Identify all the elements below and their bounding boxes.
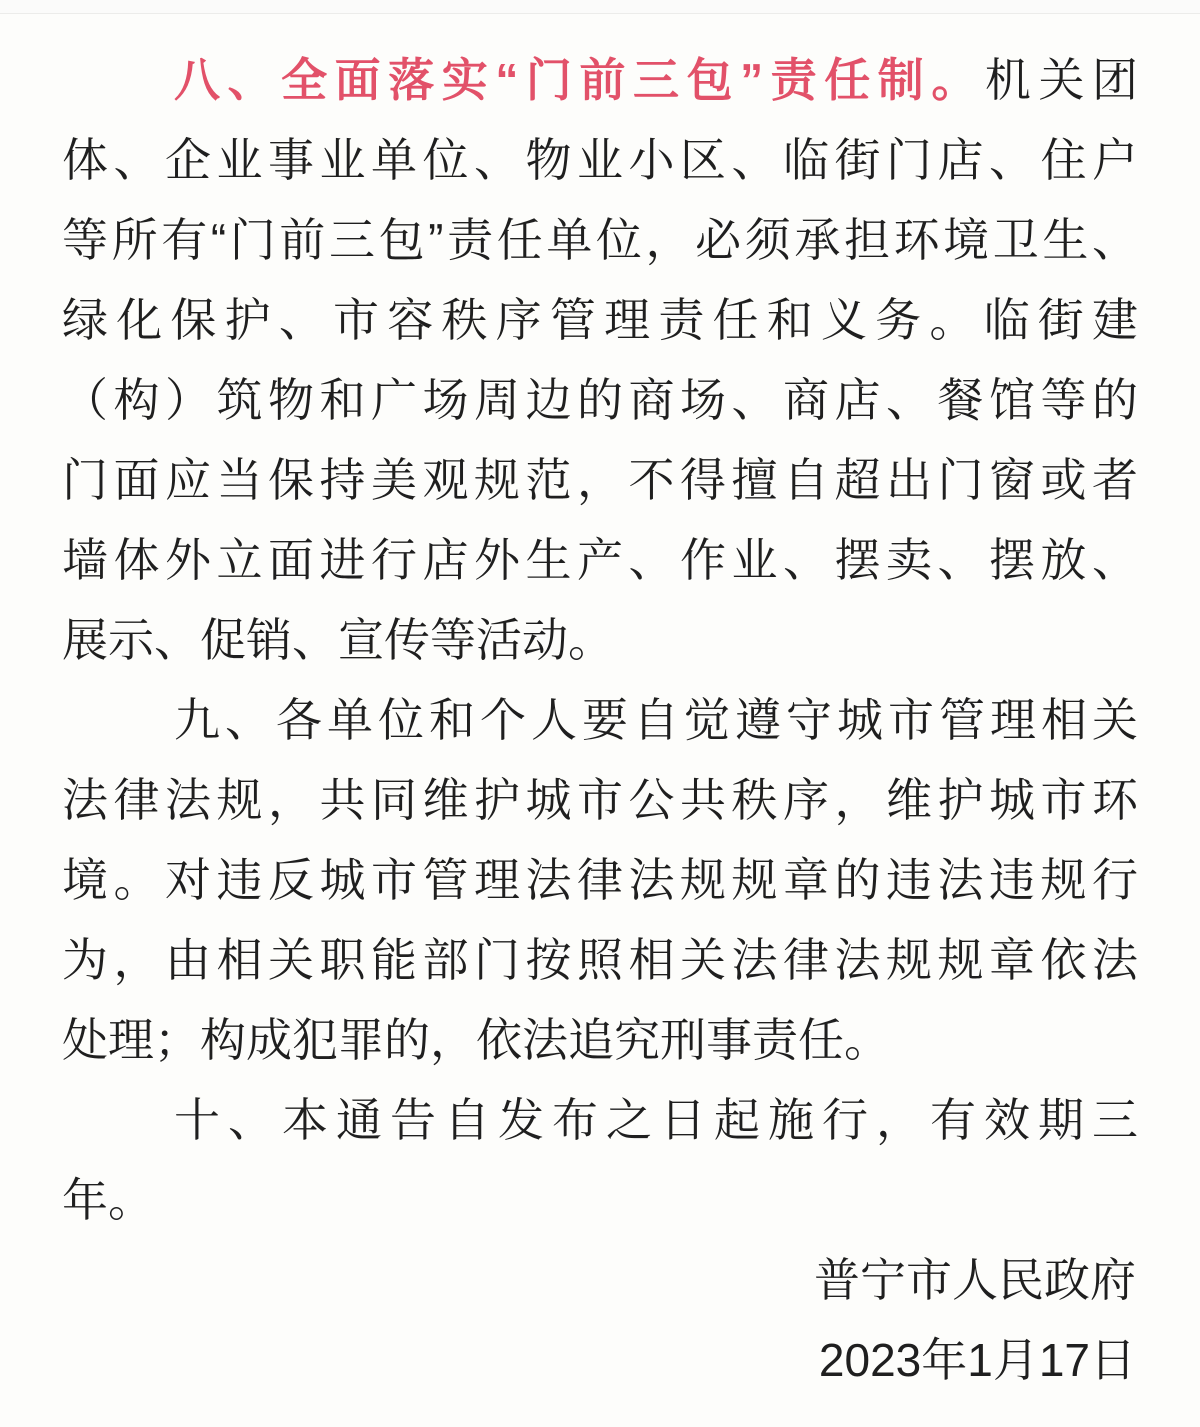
text-line: （构）筑物和广场周边的商场、商店、餐馆等的 [62, 374, 1138, 426]
section-10-start-line: 十、本通告自发布之日起施行，有效期三 [174, 1094, 1138, 1146]
text-line: 体、企业事业单位、物业小区、临街门店、住户 [62, 134, 1138, 186]
text-line-run: 机关团 [984, 54, 1139, 106]
top-divider [0, 0, 1200, 14]
notice-document [0, 14, 1200, 1400]
text-line: 处理；构成犯罪的，依法追究刑事责任。 [62, 1014, 890, 1066]
text-line: 展示、促销、宣传等活动。 [62, 614, 614, 666]
text-line: 门面应当保持美观规范，不得擅自超出门窗或者 [62, 454, 1138, 506]
text-line: 年。 [62, 1174, 154, 1226]
section-8-heading: 八、全面落实“门前三包”责任制。 [174, 54, 985, 106]
text-line: 境。对违反城市管理法律法规规章的违法违规行 [62, 854, 1138, 906]
text-line [62, 40, 1138, 120]
text-line: 为，由相关职能部门按照相关法律法规规章依法 [62, 934, 1138, 986]
text-line: 绿化保护、市容秩序管理责任和义务。临街建 [62, 294, 1138, 346]
issuer-signature: 普宁市人民政府 [814, 1254, 1136, 1306]
text-line: 等所有“门前三包”责任单位，必须承担环境卫生、 [62, 214, 1138, 266]
section-9-start-line: 九、各单位和个人要自觉遵守城市管理相关 [174, 694, 1138, 746]
text-line: 墙体外立面进行店外生产、作业、摆卖、摆放、 [62, 534, 1138, 586]
issue-date: 2023年1月17日 [818, 1334, 1136, 1386]
text-line: 法律法规，共同维护城市公共秩序，维护城市环 [62, 774, 1138, 826]
